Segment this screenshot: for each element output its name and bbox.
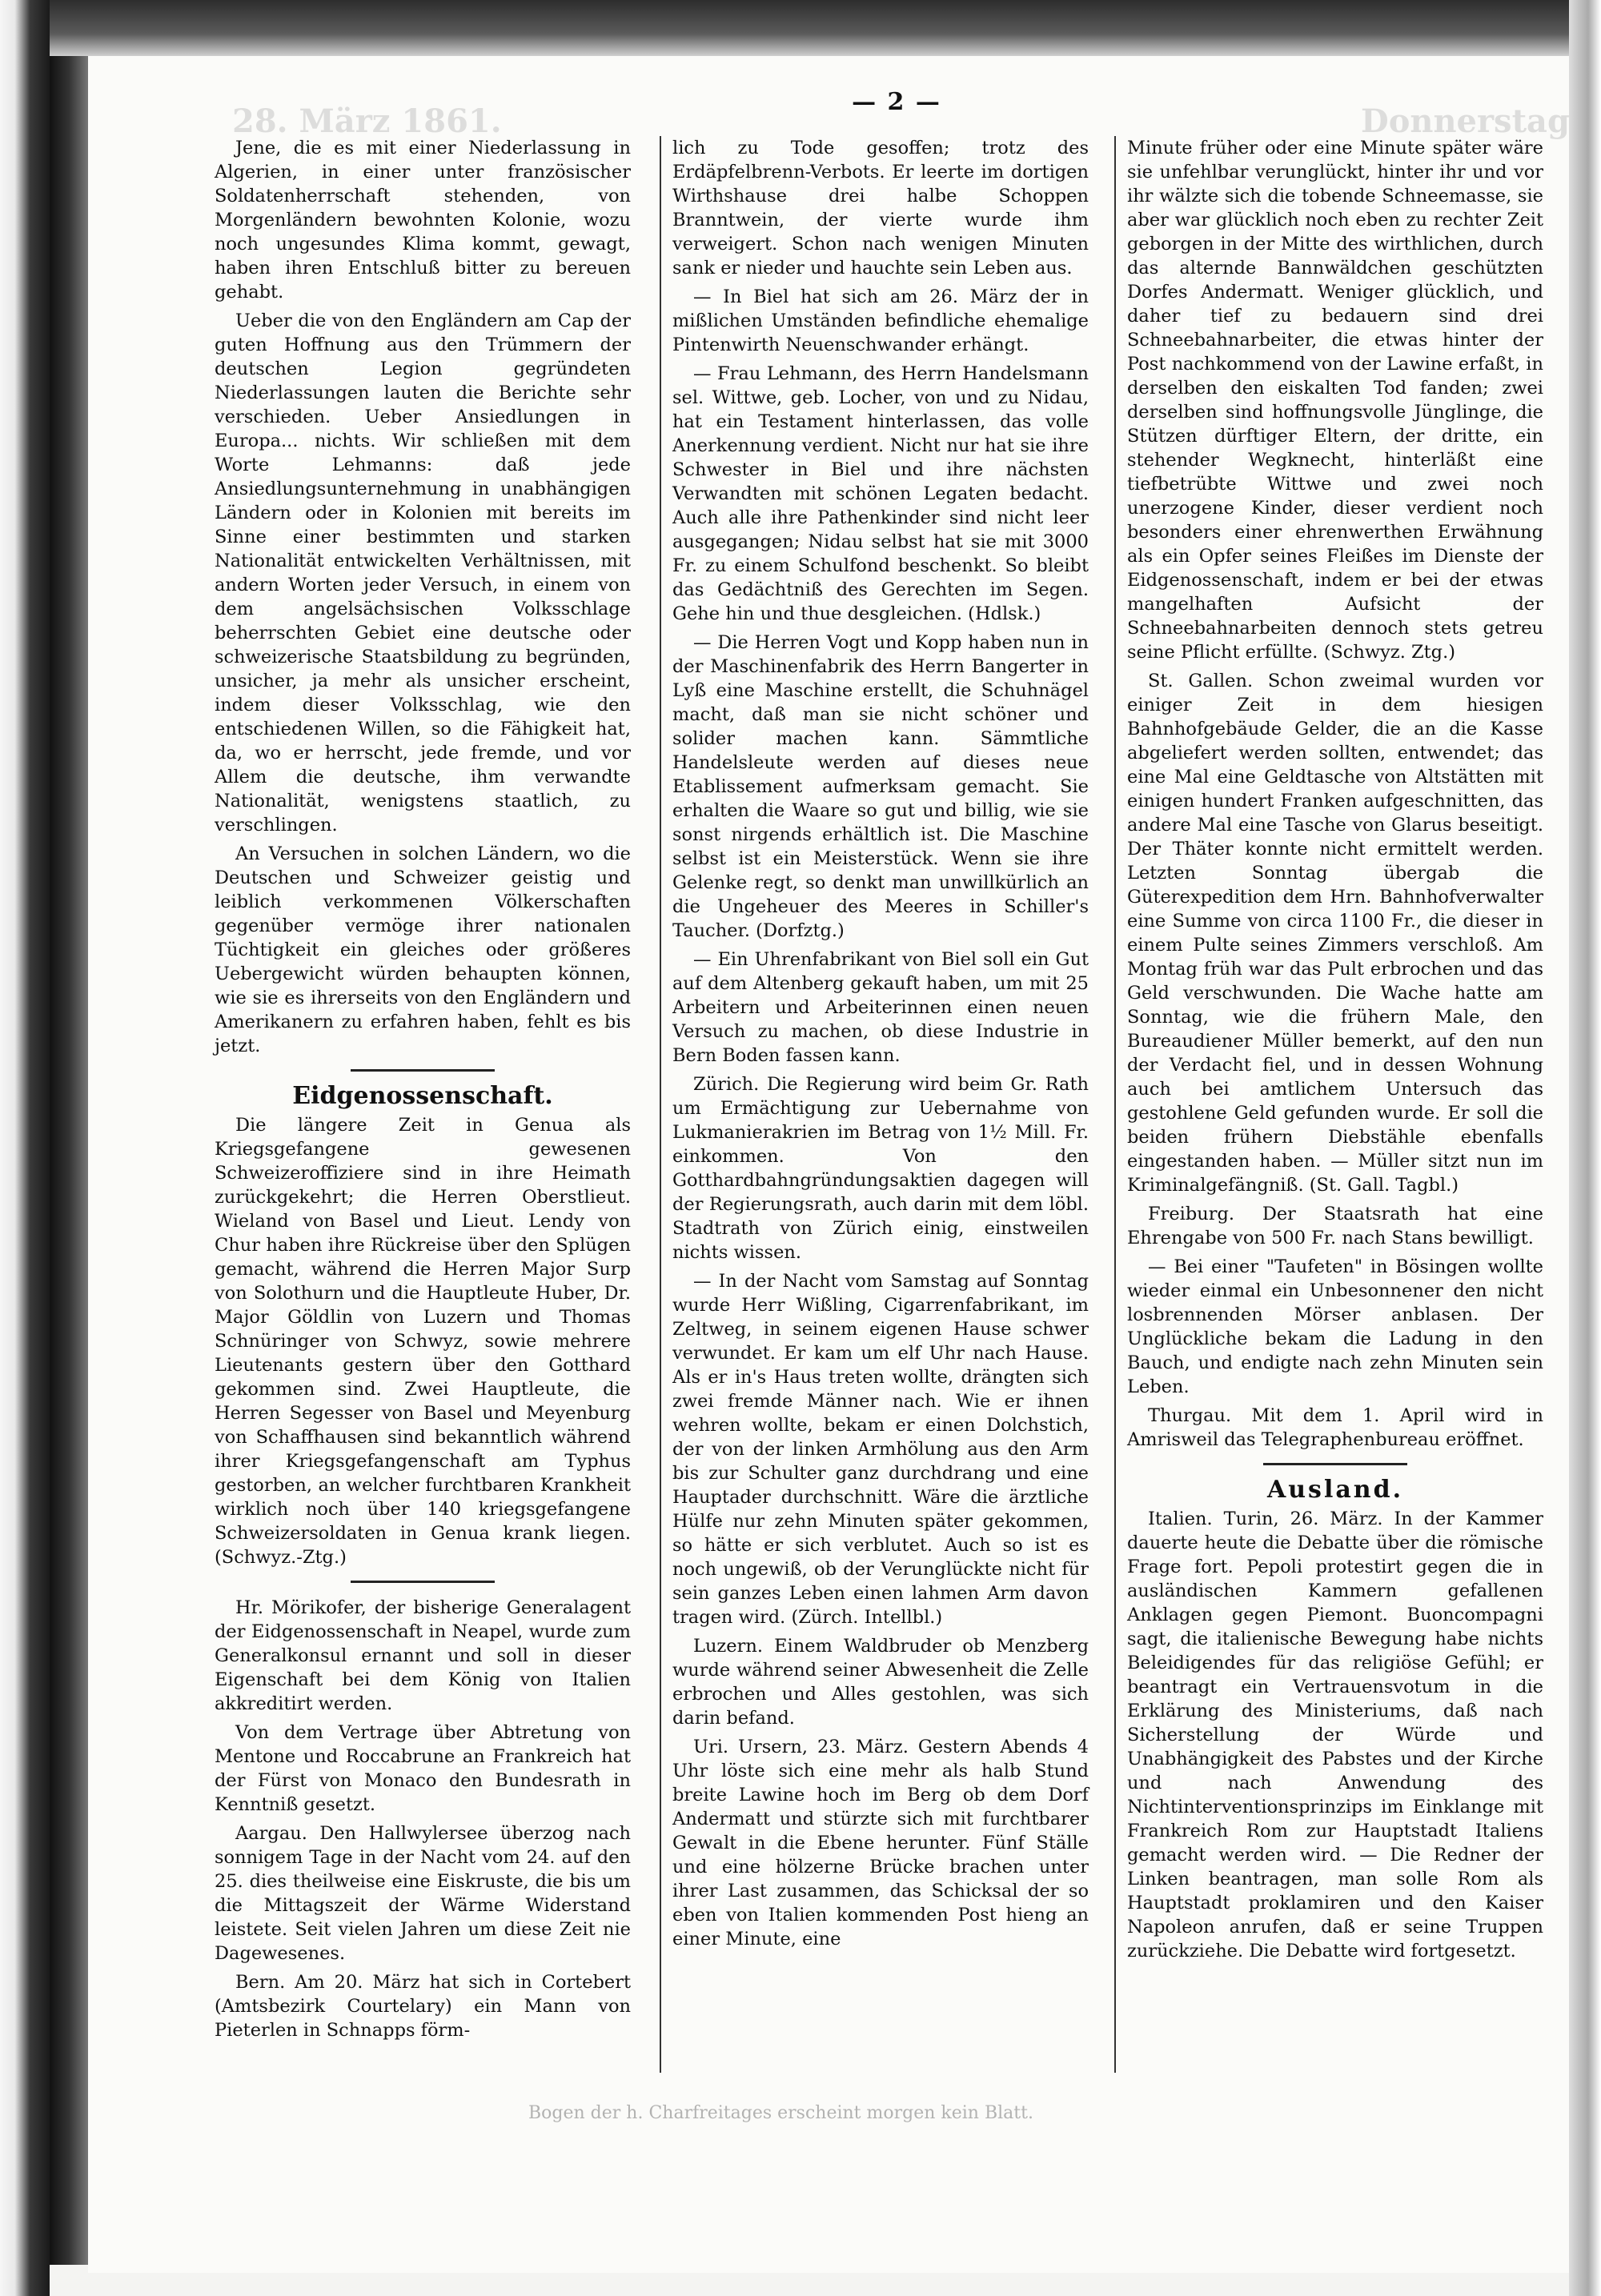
article-paragraph: — In der Nacht vom Samstag auf Sonntag wurde Herr Wißling, Cigarrenfabrikant, im Zeltweg, in seinem eigenen Hause schwer verwundet. Er kam um elf Uhr nach Hause. Als er in's Haus treten wollte, drängten sich zwei fremde Männer nach. Wie er ihnen wehren wollte, bekam er einen Dolchstich, der von der linken Armhölung aus den Arm bis zur Schulter ganz durchdrang und eine Hauptader durchschnitt. Wäre die ärztliche Hülfe nur zehn Minuten später gekommen, so hätte er sich verblutet. Auch so ist es noch ungewiß, ob der Verunglückte nicht für sein ganzes Leben einen lahmen Arm davon tragen wird. (Zürch. Intellbl.) — [672, 1271, 1089, 1628]
article-paragraph: — Frau Lehmann, des Herrn Handelsmann sel. Wittwe, geb. Locher, von und zu Nidau, hat ein Testament hinterlassen, das volle Anerkennung verdient. Nicht nur hat sie ihre Schwester in Biel und ihre nächsten Verwandten mit schönen Legaten bedacht. Auch alle ihre Pathenkinder sind nicht leer ausgegangen; Nidau selbst hat sie mit 3000 Fr. zu einem Schulfond beschenkt. So bleibt das Gedächtniß des Gerechten im Segen. Gehe hin und thue desgleichen. (Hdlsk.) — [672, 363, 1089, 624]
article-divider — [351, 1581, 495, 1583]
column-3 — [1127, 136, 1543, 1968]
page-number: — 2 — — [852, 88, 941, 116]
article-paragraph: — Bei einer "Taufeten" in Bösingen wollte wieder einmal ein Unbesonnener den nicht losbrennenden Mörser anblasen. Der Unglückliche bekam die Ladung in den Bauch, und endigte nach zehn Minuten sein Leben. — [1127, 1256, 1543, 1397]
article-paragraph: Luzern. Einem Waldbruder ob Menzberg wurde während seiner Abwesenheit die Zelle erbrochen und Alles gestohlen, was sich darin befand. — [672, 1636, 1089, 1729]
article-paragraph: Bern. Am 20. März hat sich in Cortebert (Amtsbezirk Courtelary) ein Mann von Pieterlen in Schnapps förm- — [215, 1972, 631, 2041]
bleed-through-day: Donnerstag — [1361, 102, 1570, 140]
article-paragraph: Zürich. Die Regierung wird beim Gr. Rath um Ermächtigung zur Uebernahme von Lukmanierakrien im Betrag von 1½ Mill. Fr. einkommen. Von den Gotthardbahngründungsaktien dagegen will der Regierungsrath, auch darin mit dem löbl. Stadtrath von Zürich einig, einstweilen nichts wissen. — [672, 1074, 1089, 1263]
article-paragraph: — In Biel hat sich am 26. März der in mißlichen Umständen befindliche ehemalige Pintenwirth Neuenschwander erhängt. — [672, 286, 1089, 355]
section-heading-ausland: Ausland. — [1266, 1476, 1404, 1504]
section-divider — [1263, 1463, 1407, 1465]
article-paragraph: Aargau. Den Hallwylersee überzog nach sonnigem Tage in der Nacht vom 24. auf den 25. dies theilweise eine Eiskruste, die bis um die Mittagszeit der Wärme Widerstand leistete. Seit vielen Jahren um diese Zeit nie Dagewesenes. — [215, 1823, 631, 1964]
column-rule-1 — [660, 136, 661, 2073]
article-paragraph: Thurgau. Mit dem 1. April wird in Amrisweil das Telegraphenbureau eröffnet. — [1127, 1405, 1543, 1450]
book-binding — [0, 0, 50, 2296]
column-1 — [215, 136, 631, 2047]
article-paragraph: — Die Herren Vogt und Kopp haben nun in der Maschinenfabrik des Herrn Bangerter in Lyß eine Maschine erstellt, die Schuhnägel macht, daß man sie nicht schöner und solider machen kann. Sämmtliche Handelsleute werden auf dieses neue Etablissement aufmerksam gemacht. Sie erhalten die Waare so gut und billig, wie sie sonst nirgends erhältlich ist. Die Maschine selbst ist ein Meisterstück. Wenn sie ihre Gelenke regt, so denkt man unwillkürlich an die Ungeheuer des Meeres in Schiller's Taucher. (Dorfztg.) — [672, 632, 1089, 941]
article-paragraph: Von dem Vertrage über Abtretung von Mentone und Roccabrune an Frankreich hat der Fürst von Monaco den Bundesrath in Kenntniß gesetzt. — [215, 1722, 631, 1815]
article-paragraph: Uri. Ursern, 23. März. Gestern Abends 4 Uhr löste sich eine mehr als halb Stund breite Lawine hoch im Berg ob dem Dorf Andermatt und stürzte sich mit furchtbarer Gewalt in die Ebene herunter. Fünf Ställe und eine hölzerne Brücke brachen unter ihrer Last zusammen, das Schicksal der so eben von Italien kommenden Post hieng an einer Minute, eine — [672, 1737, 1089, 1949]
article-paragraph: — Ein Uhrenfabrikant von Biel soll ein Gut auf dem Altenberg gekauft haben, um mit 25 Arbeitern und Arbeiterinnen einen neuen Versuch zu machen, ob diese Industrie in Bern Boden fassen kann. — [672, 949, 1089, 1066]
page-right-edge — [1569, 0, 1601, 2296]
book-top-edge — [50, 0, 1571, 56]
section-divider — [351, 1069, 495, 1072]
article-paragraph: Minute früher oder eine Minute später wäre sie unfehlbar verunglückt, hinter ihr und vor ihr wälzte sich die tobende Schneemasse, sie aber war glücklich noch eben zu rechter Zeit geborgen in der Mitte des wirthlichen, durch das alternde Bannwäldchen geschützten Dorfes Andermatt. Weniger glücklich, und daher tief zu bedauern sind drei Schneebahnarbeiter, die etwas hinter der Post nachkommend von der Lawine erfaßt, in derselben den eiskalten Tod fanden; zwei derselben sind hoffnungsvolle Jünglinge, die Stützen dürftiger Eltern, der dritte, ein stehender Wegknecht, hinterläßt eine tiefbetrübte Wittwe und zwei noch unerzogene Kinder, dieser verdient noch besonders einer ehrenwerthen Erwähnung als ein Opfer seines Fleißes im Dienste der Eidgenossenschaft, indem er bei der etwas mangelhaften Aufsicht der Schneebahnarbeiten dennoch stets getreu seine Pflicht erfüllte. (Schwyz. Ztg.) — [1127, 138, 1543, 663]
article-paragraph: An Versuchen in solchen Ländern, wo die Deutschen und Schweizer geistig und leiblich verkommenen Völkerschaften gegenüber vermöge ihrer nationalen Tüchtigkeit ein gleiches oder größeres Uebergewicht würden behaupten können, wie sie es ihrerseits von den Engländern und Amerikanern zu erfahren haben, fehlt es bis jetzt. — [215, 843, 631, 1056]
column-rule-2 — [1114, 136, 1116, 2073]
section-heading-eidgenossenschaft: Eidgenossenschaft. — [292, 1082, 553, 1110]
article-paragraph: Freiburg. Der Staatsrath hat eine Ehrengabe von 500 Fr. nach Stans bewilligt. — [1127, 1204, 1543, 1248]
article-paragraph: Jene, die es mit einer Niederlassung in Algerien, in einer unter französischer Soldatenherrschaft stehenden, von Morgenländern bewohnten Kolonie, wozu noch ungesundes Klima kommt, gewagt, haben ihren Entschluß bitter zu bereuen gehabt. — [215, 138, 631, 303]
article-paragraph: St. Gallen. Schon zweimal wurden vor einiger Zeit in dem hiesigen Bahnhofgebäude Gelder, die an die Kasse abgeliefert werden sollten, entwendet; das eine Mal eine Geldtasche von Altstätten mit einigen hundert Franken aufgeschnitten, das andere Mal eine Tasche von Glarus beseitigt. Der Thäter konnte nicht ermittelt werden. Letzten Sonntag übergab die Güterexpedition dem Hrn. Bahnhofverwalter eine Summe von circa 1100 Fr., die dieser in einem Pulte seines Zimmers verschloß. Am Montag früh war das Pult erbrochen und das Geld verschwunden. Die Wache hatte am Sonntag, wie die frühern Male, den Bureaudiener Müller bemerkt, auf den nun der Verdacht fiel, und in dessen Wohnung auch bei amtlichem Untersuch das gestohlene Geld gefunden wurde. Er soll die beiden frühern Diebstähle ebenfalls eingestanden haben. — Müller sitzt nun im Kriminalgefängniß. (St. Gall. Tagbl.) — [1127, 671, 1543, 1196]
footer-note: Bogen der h. Charfreitages erscheint morgen kein Blatt. — [528, 2103, 1033, 2123]
article-paragraph: Die längere Zeit in Genua als Kriegsgefangene gewesenen Schweizeroffiziere sind in ihre Heimath zurückgekehrt; die Herren Oberstlieut. Wieland von Basel und Lieut. Lendy von Chur haben ihre Rückreise über den Splügen gemacht, während die Herren Major Surp von Solothurn und die Hauptleute Huber, Dr. Major Göldlin von Luzern und Thomas Schnüringer von Schwyz, sowie mehrere Lieutenants gestern über den Gotthard gekommen sind. Zwei Hauptleute, die Herren Segesser von Basel und Meyenburg von Schaffhausen sind bekanntlich während ihrer Kriegsgefangenschaft am Typhus gestorben, an welcher furchtbaren Krankheit wirklich noch über 140 kriegsgefangene Schweizersoldaten in Genua krank liegen. (Schwyz.-Ztg.) — [215, 1115, 631, 1568]
article-paragraph: Hr. Mörikofer, der bisherige Generalagent der Eidgenossenschaft in Neapel, wurde zum Generalkonsul ernannt und soll in dieser Eigenschaft bei dem König von Italien akkreditirt werden. — [215, 1597, 631, 1714]
book-spine — [50, 56, 88, 2265]
article-paragraph: lich zu Tode gesoffen; trotz des Erdäpfelbrenn-Verbots. Er leerte im dortigen Wirthshause drei halbe Schoppen Branntwein, der vierte wurde ihm verweigert. Schon nach wenigen Minuten sank er nieder und hauchte sein Leben aus. — [672, 138, 1089, 278]
column-2 — [672, 136, 1089, 1956]
article-paragraph: Italien. Turin, 26. März. In der Kammer dauerte heute die Debatte über die römische Frage fort. Pepoli protestirt gegen die in ausländischen Kammern gefallenen Anklagen gegen Piemont. Buoncompagni sagt, die italienische Bewegung habe nichts Beleidigendes für das religiöse Gefühl; er beantragt ein Vertrauensvotum in die Erklärung des Ministeriums, daß nach Sicherstellung der Würde und Unabhängigkeit des Pabstes und der Kirche und nach Anwendung des Nichtinterventionsprinzips im Einklange mit Frankreich Rom zur Hauptstadt Italiens gemacht werden wird. — Die Redner der Linken beantragen, man solle Rom als Hauptstadt proklamiren und den Kaiser Napoleon anrufen, daß er seine Truppen zurückziehe. Die Debatte wird fortgesetzt. — [1127, 1509, 1543, 1961]
bleed-through-date: 28. März 1861. — [232, 102, 502, 140]
article-paragraph: Ueber die von den Engländern am Cap der guten Hoffnung aus den Trümmern der deutschen Legion gegründeten Niederlassungen lauten die Berichte sehr verschieden. Ueber Ansiedlungen in Europa... nichts. Wir schließen mit dem Worte Lehmanns: daß jede Ansiedlungsunternehmung in unabhängigen Ländern oder in Kolonien mit bereits im Sinne einer bestimmten und starken Nationalität entwickelten Verhältnissen, mit andern Worten jeder Versuch, in einem von dem angelsächsischen Volksschlage beherrschten Gebiet eine deutsche oder schweizerische Staatsbildung zu begründen, unsicher, ja mehr als unsicher erscheint, indem dieser Volksschlag, wie den entschiedenen Willen, so die Fähigkeit hat, da, wo er herrscht, jede fremde, und vor Allem die deutsche, ihm verwandte Nationalität, wenigstens staatlich, zu verschlingen. — [215, 311, 631, 835]
